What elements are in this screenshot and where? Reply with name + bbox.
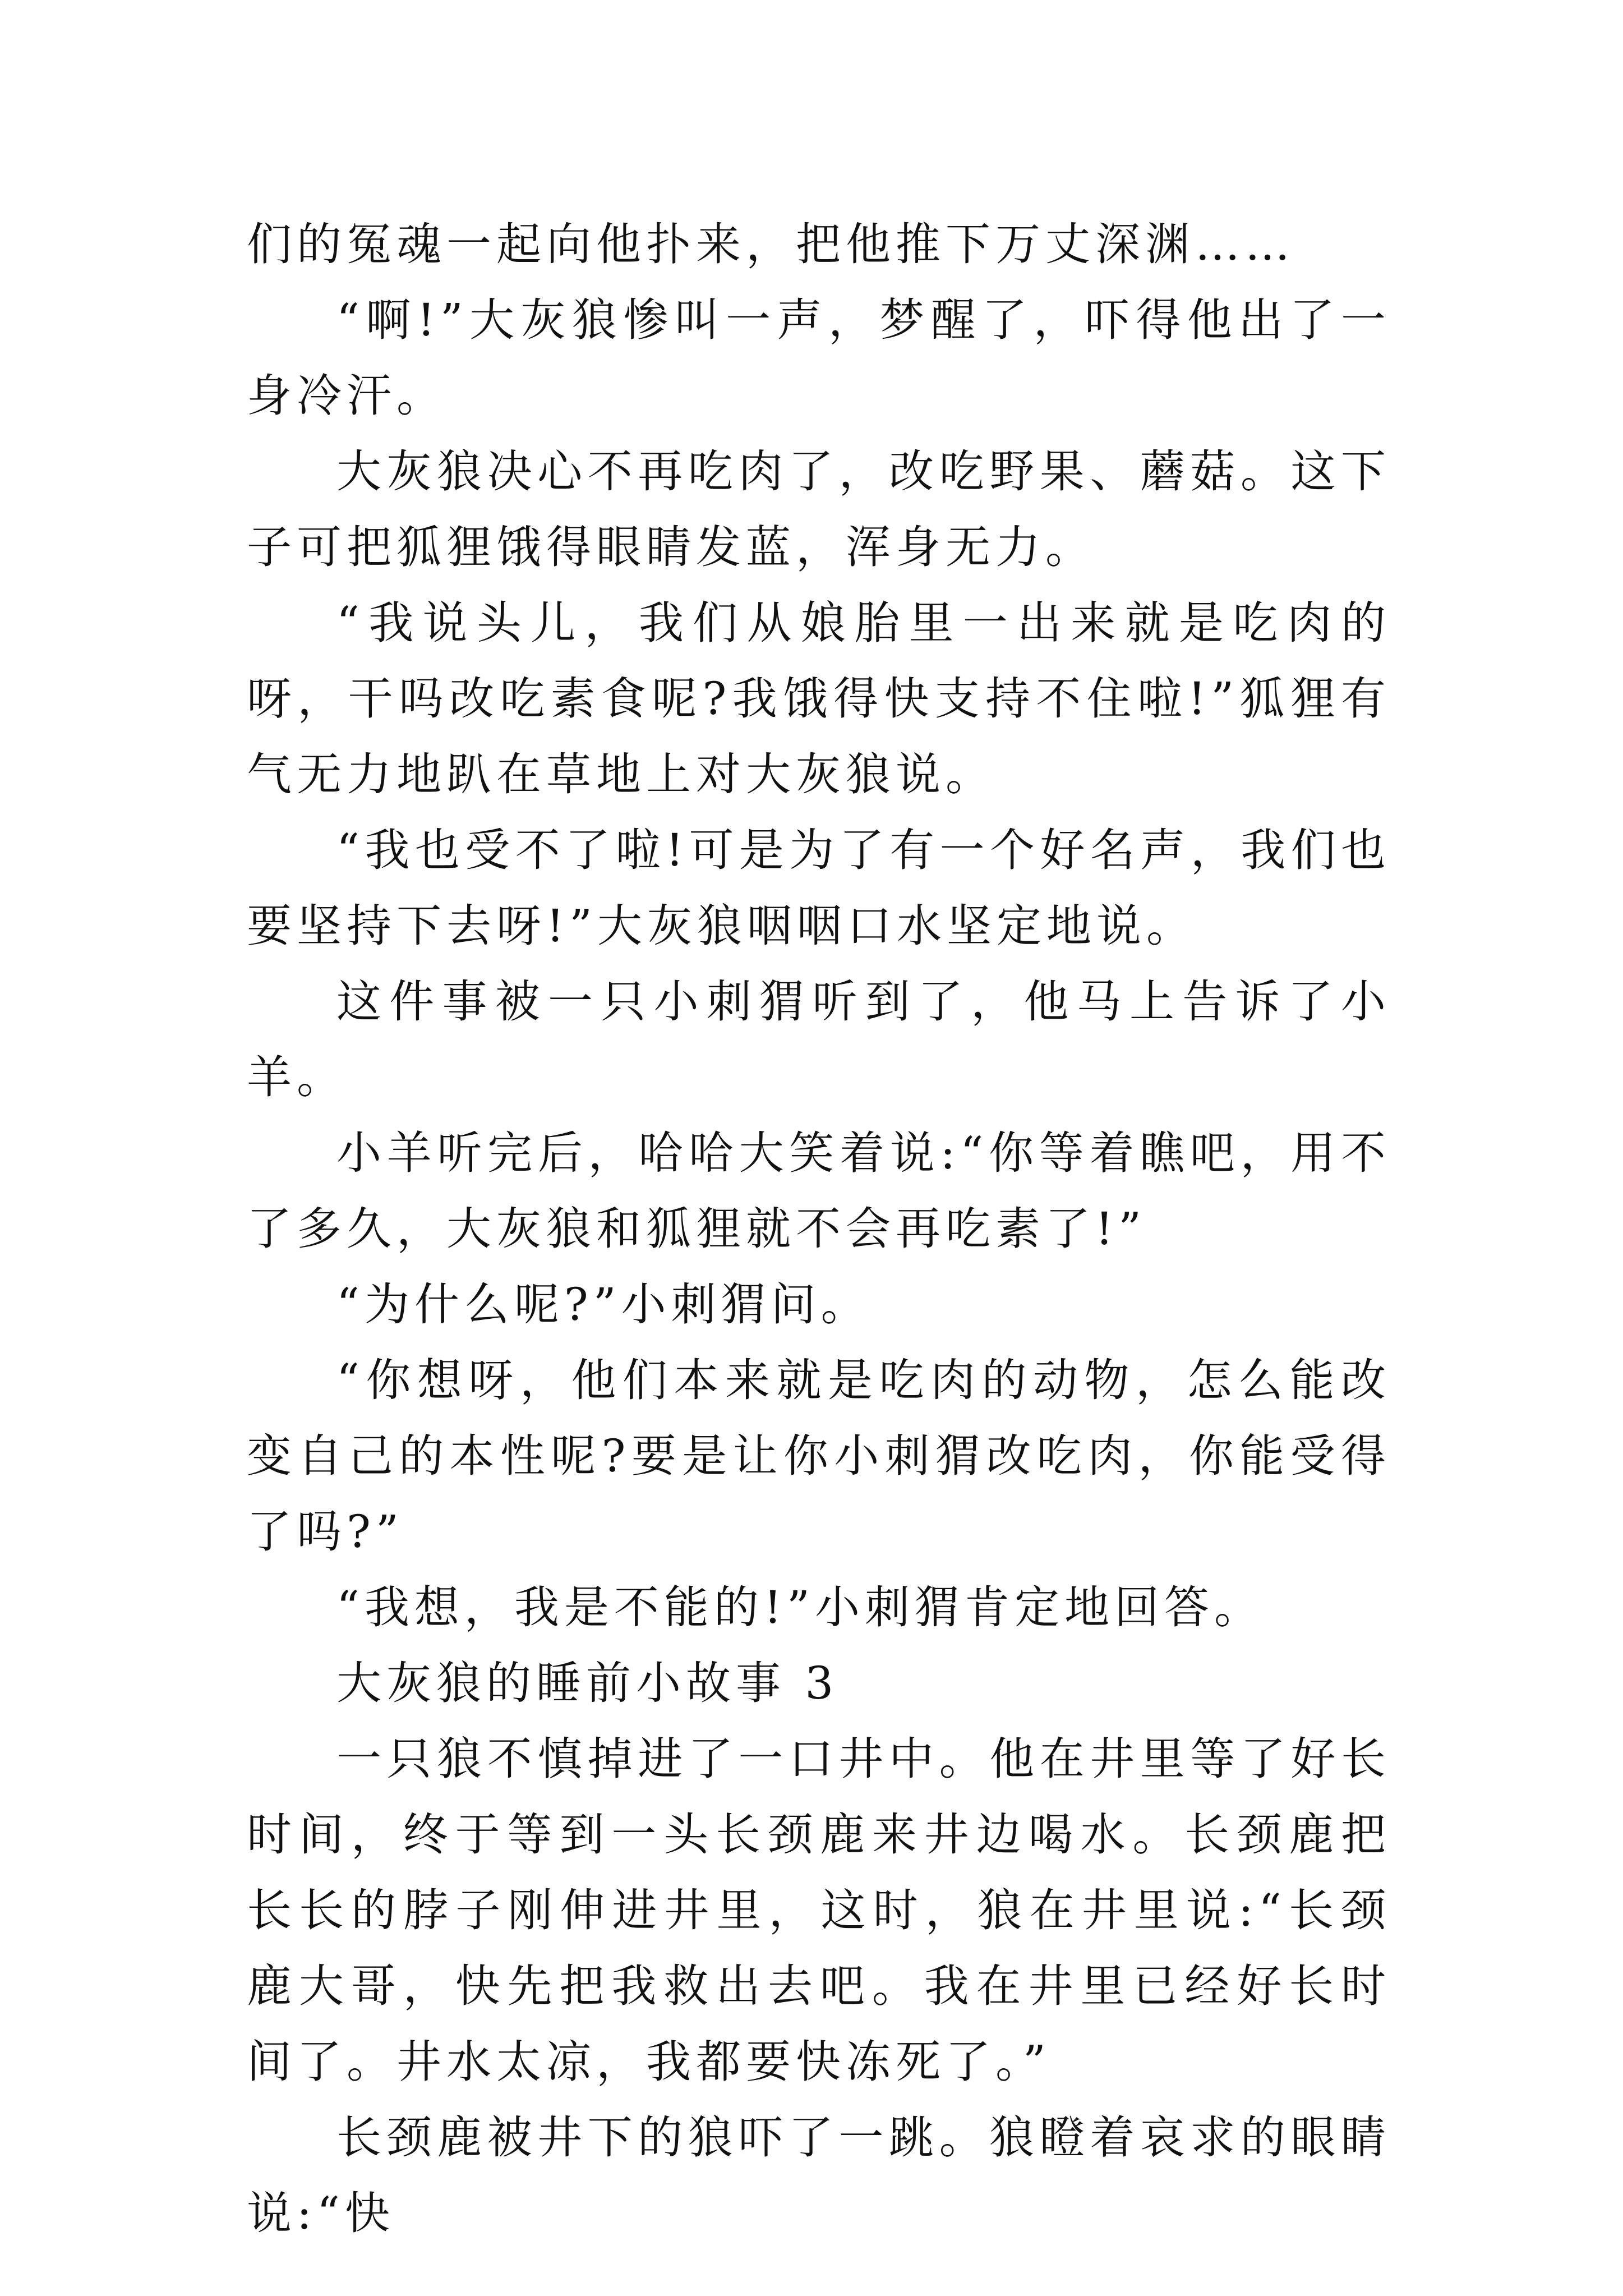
paragraph-giraffe-startled: 长颈鹿被井下的狼吓了一跳。狼瞪着哀求的眼睛说:“快 [247,2111,1391,2239]
section-heading: 大灰狼的睡前小故事 3 [336,1657,839,1709]
story-body [247,206,1391,2251]
paragraph-wolf-scream: “啊!”大灰狼惨叫一声，梦醒了，吓得他出了一身冷汗。 [247,294,1391,422]
paragraph-wolf-replies: “我也受不了啦!可是为了有一个好名声，我们也要坚持下去呀!”大灰狼咽咽口水坚定地说。 [247,824,1391,952]
paragraph-wolf-in-well: 一只狼不慎掉进了一口井中。他在井里等了好长时间，终于等到一头长颈鹿来井边喝水。长颈鹿把长长的脖子刚伸进井里，这时，狼在井里说:“长颈鹿大哥，快先把我救出去吧。我在井里已经好长时间了。井水太凉，我都要快冻死了。” [247,1733,1391,2088]
paragraph-hedgehog-answers: “我想，我是不能的!”小刺猬肯定地回答。 [336,1581,1264,1634]
paragraph-lamb-laughs: 小羊听完后，哈哈大笑着说:“你等着瞧吧，用不了多久，大灰狼和狐狸就不会再吃素了!” [247,1127,1391,1255]
paragraph-hedgehog-asks: “为什么呢?”小刺猬问。 [336,1278,871,1331]
paragraph-fox-complains: “我说头儿，我们从娘胎里一出来就是吃肉的呀，干吗改吃素食呢?我饿得快支持不住啦!”狐狸有气无力地趴在草地上对大灰狼说。 [247,597,1391,800]
paragraph-lamb-explains: “你想呀，他们本来就是吃肉的动物，怎么能改变自己的本性呢?要是让你小刺猬改吃肉，你能受得了吗?” [247,1354,1391,1558]
paragraph-continuation: 们的冤魂一起向他扑来，把他推下万丈深渊…… [247,218,1295,270]
paragraph-wolf-decides: 大灰狼决心不再吃肉了，改吃野果、蘑菇。这下子可把狐狸饿得眼睛发蓝，浑身无力。 [247,445,1391,573]
paragraph-hedgehog-hears: 这件事被一只小刺猬听到了，他马上告诉了小羊。 [247,976,1391,1103]
